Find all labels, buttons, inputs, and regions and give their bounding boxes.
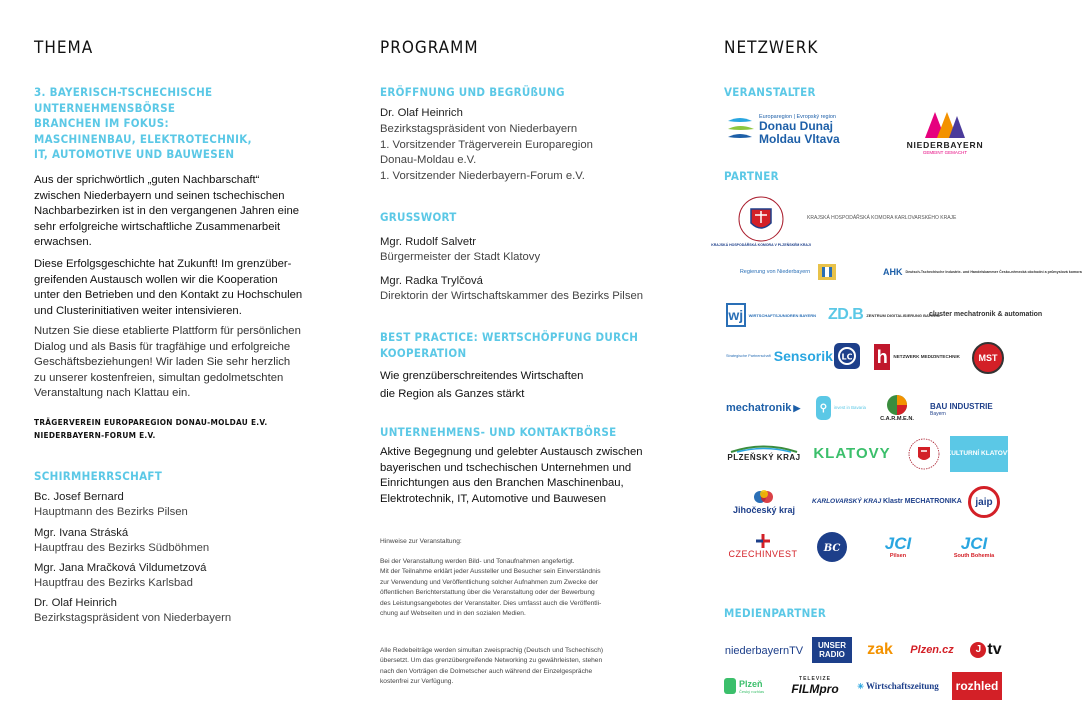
media-partner-title: MEDIENPARTNER <box>724 606 827 620</box>
column-heading-programm: PROGRAMM <box>380 38 479 58</box>
svg-text:LC: LC <box>841 352 853 362</box>
location-pin-icon: ⚲ <box>816 396 831 420</box>
euregio-line-1: Donau Dunaj <box>759 119 833 133</box>
mst-text: MST <box>972 342 1004 374</box>
klastr-mechatronika-logo <box>880 488 960 516</box>
invest-in-bavaria-logo <box>816 394 866 422</box>
bavaria-czech-logo <box>814 528 850 566</box>
jihocesky-kraj-logo <box>726 486 802 518</box>
notes-title: Hinweise zur Veranstaltung: <box>380 538 462 545</box>
invest-text: invest in Bavaria <box>833 405 866 411</box>
jihocesky-text: Jihočeský kraj <box>732 505 796 515</box>
zdb-text: ZENTRUM DIGITALISIERUNG BAYERN <box>866 312 940 318</box>
czechinvest-text: CZECHINVEST <box>728 549 798 559</box>
region-star-icon <box>752 489 776 505</box>
jaip-text: jaip <box>968 486 1000 518</box>
jaip-logo <box>964 484 1004 520</box>
hk-pilsen-logo <box>711 188 811 254</box>
bauindustrie-logo <box>930 396 1008 422</box>
euregio-mark-icon <box>726 113 756 147</box>
region-swoosh-icon <box>729 443 799 453</box>
patronage-title: SCHIRMHERRSCHAFT <box>34 469 163 483</box>
mechatronik-text: mechatronik <box>726 402 792 414</box>
zak-text: zak <box>867 641 893 658</box>
euregio-line-2: Moldau Vltava <box>759 132 840 146</box>
patron-name: Bc. Josef Bernard <box>34 491 124 503</box>
carmen-logo <box>872 390 922 426</box>
wirtschaftsjunioren-logo <box>726 300 816 330</box>
plzen-radio-logo <box>724 672 780 700</box>
filmpro-text: FILMpro <box>791 682 839 696</box>
lc-mark-icon <box>832 341 862 371</box>
karlovarsky-kraj-logo <box>810 488 882 516</box>
wz-mark-icon: ✳ <box>857 681 864 691</box>
speaker-name: Mgr. Rudolf Salvetr <box>380 236 477 248</box>
mst-logo <box>970 340 1006 376</box>
jci-subtext: Pilsen <box>889 553 907 559</box>
unser-text: UNSER <box>817 641 846 650</box>
partner-title: PARTNER <box>724 169 779 183</box>
sensorik-text: Sensorik <box>773 348 833 364</box>
bavarian-crest-icon <box>816 262 838 282</box>
klatovy-crest-logo <box>904 436 944 472</box>
patron-role: Hauptmann des Bezirks Pilsen <box>34 506 188 518</box>
filmpro-top-text: TELEVIZE <box>799 676 831 682</box>
plzen-radio-subtext: Český rozhlas <box>739 688 765 694</box>
euregio-small-text: Europaregion | Evropský region <box>759 114 836 120</box>
plzen-cz-logo <box>906 638 958 662</box>
jci-text: JCI <box>960 534 988 553</box>
jci-subtext: South Bohemia <box>953 553 995 559</box>
speaker-roles: Bezirkstagspräsident von Niederbayern 1. Vorsitzender Trägerverein Europaregion Donau-Moldau e.V. 1. Vorsitzender Niederbayern-Forum e.V. <box>380 123 593 182</box>
speaker-name: Dr. Olaf Heinrich <box>380 107 463 119</box>
jci-south-bohemia-logo <box>940 530 1008 564</box>
carmen-mark-icon <box>886 394 908 416</box>
niederbayern-text: NIEDERBAYERN <box>906 139 984 150</box>
unser-radio-logo <box>812 637 852 663</box>
bauindustrie-subtext: Bayern <box>930 410 946 417</box>
column-heading-thema: THEMA <box>34 38 94 58</box>
niederbayern-mark-icon <box>923 110 967 140</box>
zdb-mark-icon: ZD.B <box>828 306 864 323</box>
wirtschaftszeitung-text: Wirtschaftszeitung <box>865 681 939 691</box>
exchange-text: Aktive Begegnung und gelebter Austausch zwischen bayerischen und tschechischen Unternehmen und Einrichtungen aus den Branchen Maschinenbau, Elektrotechnik, IT, Automotive und Bauwesen <box>380 446 643 505</box>
svg-text:BC: BC <box>823 543 841 554</box>
jci-pilsen-logo <box>866 530 930 564</box>
speaker-role: Direktorin der Wirtschaftskammer des Bezirks Pilsen <box>380 290 644 302</box>
column-heading-netzwerk: NETZWERK <box>724 38 819 58</box>
czechinvest-logo <box>724 530 802 562</box>
notes-paragraph-2: Alle Redebeiträge werden simultan zweisprachig (Deutsch und Tschechisch) übersetzt. Um das grenzübergreifende Networking zu gewährleisten, stehen nach den Vorträgen die Dolmetscher auch während der Einzelgespräche kostenfrei zur Verfügung. <box>380 647 604 686</box>
lc-logo <box>830 340 864 372</box>
jci-text: JCI <box>884 534 912 553</box>
radio-mark-icon <box>724 678 736 694</box>
regierung-niederbayern-logo <box>726 260 852 284</box>
bauindustrie-text: BAU INDUSTRIE <box>930 401 993 411</box>
play-arrow-icon: ▶ <box>793 402 801 413</box>
badge-icon <box>815 530 849 564</box>
section-title-opening: ERÖFFNUNG UND BEGRÜßUNG <box>380 85 565 99</box>
medizintechnik-mark-icon: h <box>874 344 890 370</box>
ahk-subtext: Deutsch-Tschechische Industrie- und Handelskammer Česko-německá obchodní a průmyslová komora <box>905 269 1082 274</box>
cluster-mechatronik-logo <box>926 298 1043 332</box>
chamber-seal-icon <box>733 195 789 243</box>
medizintechnik-logo <box>874 342 960 372</box>
jtv-logo <box>964 636 1008 664</box>
plzen-cz-text: Plzen.cz <box>910 644 954 656</box>
patron-role: Hauptfrau des Bezirks Südböhmen <box>34 542 210 554</box>
best-practice-text: Wie grenzüberschreitendes Wirtschaften die Region als Ganzes stärkt <box>380 370 584 400</box>
jtv-text: tv <box>987 641 1002 658</box>
organizer-title: VERANSTALTER <box>724 85 816 99</box>
focus-title: BRANCHEN IM FOKUS: MASCHINENBAU, ELEKTROTECHNIK, IT, AUTOMOTIVE UND BAUWESEN <box>34 116 252 161</box>
klastr-text: Klastr MECHATRONIKA <box>883 498 962 505</box>
plzen-radio-text: Plzeň <box>739 678 763 689</box>
speaker-role: Bürgermeister der Stadt Klatovy <box>380 251 541 263</box>
niederbayern-subtext: GEMEINT GEMACHT <box>922 149 968 155</box>
niederbayern-tv-logo <box>724 640 804 662</box>
zak-logo <box>860 636 900 664</box>
rozhled-logo <box>952 672 1002 700</box>
ahk-logo <box>880 260 1082 284</box>
euregio-logo <box>726 110 858 150</box>
notes-paragraph-1: Bei der Veranstaltung werden Bild- und Tonaufnahmen angefertigt. Mit der Teilnahme erklärt jeder Aussteller und Besucher sein Einverständnis zur Verwendung und Veröffentlichung solcher Aufnahmen zum Zwecke der öffentlichen Berichterstattung über die Veranstaltung oder der Bewerbung des Leistungsangebotes der Veranstalter. Dies umfasst auch die Veröffentli- chung auf Webseiten und in den sozialen Medien. <box>380 558 602 618</box>
carmen-text: C.A.R.M.E.N. <box>880 416 914 422</box>
sensorik-pre-text: Strategische Partnerschaft <box>726 353 771 358</box>
plzensky-text: PLZEŇSKÝ KRAJ <box>727 452 801 462</box>
wj-mark-icon: wj <box>726 303 746 327</box>
intro-paragraph-2: Diese Erfolgsgeschichte hat Zukunft! Im grenzüber- greifenden Austausch wollen wir die Kooperation unter den Betrieben und den Kontakt zu Hochschulen und Clusterinitiativen weiter intensivieren. <box>34 258 303 317</box>
patron-name: Mgr. Jana Mračková Vildumetzová <box>34 562 207 574</box>
niederbayern-tv-text: niederbayernTV <box>724 645 804 657</box>
wj-text: WIRTSCHAFTSJUNIOREN BAYERN <box>748 312 816 318</box>
hk-karlovy-vary-text: KRAJSKÁ HOSPODÁŘSKÁ KOMORA KARLOVARSKÉHO KRAJE <box>807 214 957 221</box>
intro-paragraph-1: Aus der sprichwörtlich „guten Nachbarschaft“ zwischen Niederbayern und seinen tschechischen Nachbarbezirken ist in den vergangenen Jahren eine sehr erfolgreiche wirtschaftliche Zusammenarbeit erwachsen. <box>34 174 300 249</box>
organisations: TRÄGERVEREIN EUROPAREGION DONAU-MOLDAU E.V. NIEDERBAYERN-FORUM E.V. <box>34 417 268 440</box>
kulturni-klatovy-logo <box>946 436 1012 472</box>
czechinvest-mark-icon <box>754 533 772 549</box>
section-title-exchange: UNTERNEHMENS- UND KONTAKTBÖRSE <box>380 425 617 439</box>
jtv-mark-icon: J <box>970 642 986 658</box>
section-title-greeting: GRUSSWORT <box>380 210 457 224</box>
zdb-logo <box>828 300 940 330</box>
event-title: 3. BAYERISCH-TSCHECHISCHE UNTERNEHMENSBÖRSE <box>34 85 213 115</box>
intro-paragraph-3: Nutzen Sie diese etablierte Plattform für persönlichen Dialog und als Basis für tragfähige und erfolgreiche Geschäftsbeziehungen! Wir laden Sie sehr herzlich zu unserer kostenfreien, simultan gedolmetschten Veranstaltung nach Klattau ein. <box>34 325 301 400</box>
wirtschaftszeitung-logo <box>850 676 946 696</box>
mechatronik-network-logo <box>726 396 804 420</box>
karlovarsky-text: KARLOVARSKÝ KRAJ <box>812 498 882 505</box>
rozhled-text: rozhled <box>955 679 999 693</box>
niederbayern-logo <box>890 104 1000 160</box>
speaker-name: Mgr. Radka Trylčová <box>380 275 483 287</box>
ahk-text: AHK <box>883 267 903 277</box>
klatovy-text: KLATOVY <box>813 444 891 462</box>
cluster-text: cluster mechatronik & automation <box>929 311 1043 319</box>
regierung-text: Regierung von Niederbayern <box>739 269 811 275</box>
patron-role: Bezirkstagspräsident von Niederbayern <box>34 612 232 624</box>
patron-role: Hauptfrau des Bezirks Karlsbad <box>34 577 193 589</box>
filmpro-logo <box>786 672 844 700</box>
kulturni-text: KULTURNÍ KLATOVY <box>946 450 1012 457</box>
hk-pilsen-subtext: KRAJSKÁ HOSPODÁŘSKÁ KOMORA V PLZEŇSKÉM KRAJI <box>711 242 811 247</box>
patron-name: Dr. Olaf Heinrich <box>34 597 117 609</box>
sensorik-logo <box>726 344 833 368</box>
section-title-best-practice: BEST PRACTICE: WERTSCHÖPFUNG DURCH KOOPERATION <box>380 330 639 360</box>
patron-name: Mgr. Ivana Stráská <box>34 527 129 539</box>
plzensky-kraj-logo <box>726 438 802 466</box>
medizintechnik-text: NETZWERK MEDIZINTECHNIK <box>893 354 960 360</box>
klatovy-logo <box>812 442 892 464</box>
city-crest-icon <box>907 437 941 471</box>
hk-karlovy-vary-logo <box>804 188 957 248</box>
radio-text: RADIO <box>819 650 845 659</box>
